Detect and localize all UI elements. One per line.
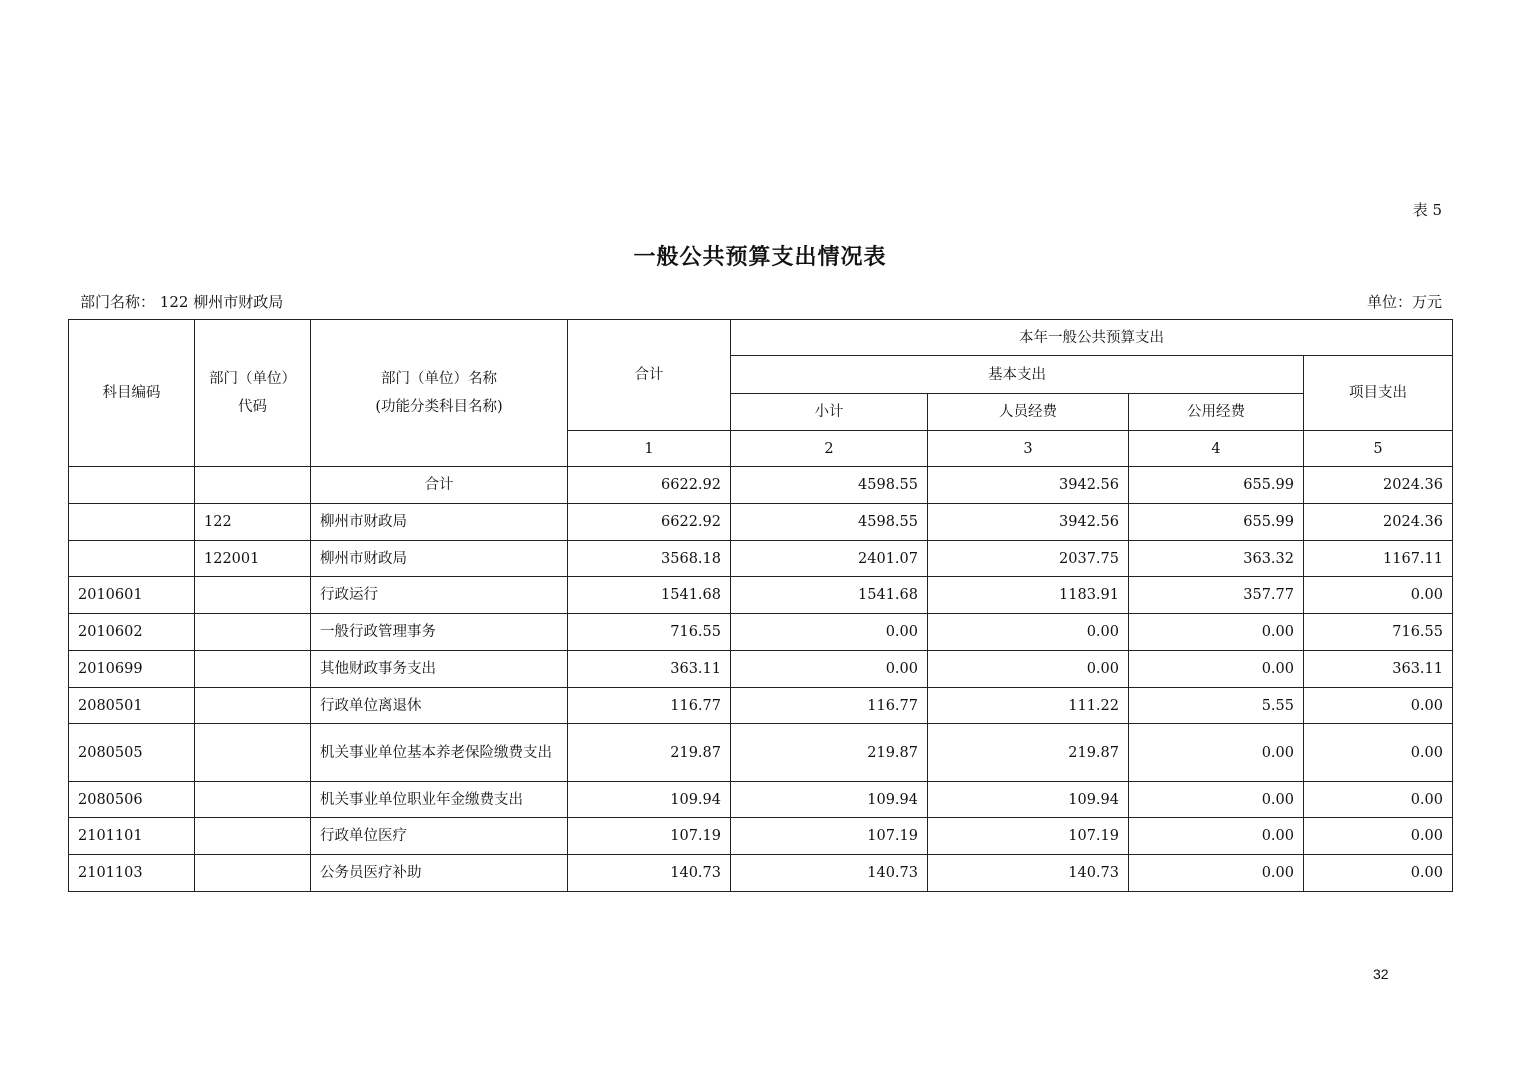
cell-code: 2101101: [69, 818, 195, 855]
cell-personnel: 3942.56: [928, 467, 1129, 504]
cell-code: [69, 541, 195, 577]
cell-public: 0.00: [1129, 855, 1304, 892]
cell-code: 2101103: [69, 855, 195, 892]
cell-name: 行政单位离退休: [311, 688, 568, 724]
cell-public: 0.00: [1129, 782, 1304, 818]
cell-subtotal: 4598.55: [731, 467, 928, 504]
cell-subtotal: 109.94: [731, 782, 928, 818]
cell-dept: [195, 688, 311, 724]
cell-subtotal: 107.19: [731, 818, 928, 855]
cell-name: 柳州市财政局: [311, 541, 568, 577]
header-total: 合计: [568, 320, 731, 431]
cell-name: 一般行政管理事务: [311, 614, 568, 651]
header-name-line2: (功能分类科目名称): [375, 399, 503, 415]
table-row: [69, 782, 1453, 818]
cell-total: 109.94: [568, 782, 731, 818]
header-index-3: 3: [928, 431, 1129, 467]
cell-total: 3568.18: [568, 541, 731, 577]
header-dept-code-line1: 部门（单位）: [209, 371, 296, 387]
department-name: 122 柳州市财政局: [159, 293, 284, 311]
unit-label: 单位：万元: [1366, 293, 1442, 311]
cell-public: 0.00: [1129, 651, 1304, 688]
cell-total: 116.77: [568, 688, 731, 724]
header-personnel: 人员经费: [928, 394, 1129, 431]
header-basic: 基本支出: [731, 356, 1304, 394]
cell-public: 5.55: [1129, 688, 1304, 724]
cell-dept: [195, 577, 311, 614]
cell-project: 0.00: [1304, 855, 1453, 892]
cell-personnel: 1183.91: [928, 577, 1129, 614]
cell-subtotal: 116.77: [731, 688, 928, 724]
cell-dept: 122001: [195, 541, 311, 577]
cell-total: 219.87: [568, 724, 731, 782]
cell-project: 363.11: [1304, 651, 1453, 688]
cell-personnel: 219.87: [928, 724, 1129, 782]
table-row: [69, 577, 1453, 614]
cell-name: 行政运行: [311, 577, 568, 614]
cell-dept: [195, 818, 311, 855]
table-row: [69, 651, 1453, 688]
cell-public: 357.77: [1129, 577, 1304, 614]
cell-subtotal: 219.87: [731, 724, 928, 782]
cell-total: 363.11: [568, 651, 731, 688]
cell-name: 行政单位医疗: [311, 818, 568, 855]
cell-personnel: 0.00: [928, 651, 1129, 688]
cell-personnel: 140.73: [928, 855, 1129, 892]
header-annual: 本年一般公共预算支出: [731, 320, 1453, 356]
table-row: [69, 614, 1453, 651]
table-number: 表 5: [1412, 201, 1442, 219]
cell-subtotal: 1541.68: [731, 577, 928, 614]
cell-dept: [195, 724, 311, 782]
cell-project: 0.00: [1304, 818, 1453, 855]
table-row: [69, 688, 1453, 724]
cell-project: 0.00: [1304, 724, 1453, 782]
cell-code: 2080506: [69, 782, 195, 818]
cell-project: 0.00: [1304, 688, 1453, 724]
cell-public: 655.99: [1129, 504, 1304, 541]
cell-dept: [195, 651, 311, 688]
cell-public: 0.00: [1129, 614, 1304, 651]
page-number: 32: [1373, 966, 1389, 982]
cell-code: 2010699: [69, 651, 195, 688]
header-subtotal: 小计: [731, 394, 928, 431]
cell-subtotal: 2401.07: [731, 541, 928, 577]
cell-personnel: 3942.56: [928, 504, 1129, 541]
cell-personnel: 0.00: [928, 614, 1129, 651]
cell-name: 公务员医疗补助: [311, 855, 568, 892]
cell-subtotal: 140.73: [731, 855, 928, 892]
cell-personnel: 109.94: [928, 782, 1129, 818]
cell-total: 6622.92: [568, 467, 731, 504]
header-index-2: 2: [731, 431, 928, 467]
header-index-5: 5: [1304, 431, 1453, 467]
header-name: [311, 320, 568, 467]
cell-public: 0.00: [1129, 724, 1304, 782]
cell-project: 716.55: [1304, 614, 1453, 651]
cell-project: 2024.36: [1304, 467, 1453, 504]
header-index-1: 1: [568, 431, 731, 467]
cell-dept: [195, 855, 311, 892]
table-row: [69, 541, 1453, 577]
cell-subtotal: 0.00: [731, 614, 928, 651]
cell-code: 2080501: [69, 688, 195, 724]
table-row: [69, 467, 1453, 504]
cell-dept: 122: [195, 504, 311, 541]
table-row: [69, 818, 1453, 855]
cell-code: 2010602: [69, 614, 195, 651]
header-code: 科目编码: [69, 320, 195, 467]
cell-code: 2010601: [69, 577, 195, 614]
cell-total: 6622.92: [568, 504, 731, 541]
cell-code: [69, 504, 195, 541]
cell-code: 2080505: [69, 724, 195, 782]
cell-name: 其他财政事务支出: [311, 651, 568, 688]
table-row: [69, 724, 1453, 782]
cell-personnel: 2037.75: [928, 541, 1129, 577]
cell-dept: [195, 782, 311, 818]
header-dept-code: [195, 320, 311, 467]
cell-public: 655.99: [1129, 467, 1304, 504]
cell-project: 2024.36: [1304, 504, 1453, 541]
header-dept-code-line2: 代码: [238, 399, 267, 415]
cell-name: 合计: [311, 467, 568, 504]
table-row: [69, 504, 1453, 541]
cell-total: 107.19: [568, 818, 731, 855]
cell-personnel: 111.22: [928, 688, 1129, 724]
cell-dept: [195, 467, 311, 504]
cell-public: 0.00: [1129, 818, 1304, 855]
cell-name: 机关事业单位基本养老保险缴费支出: [311, 724, 568, 782]
header-name-line1: 部门（单位）名称: [381, 371, 497, 387]
header-index-4: 4: [1129, 431, 1304, 467]
cell-subtotal: 0.00: [731, 651, 928, 688]
cell-name: 柳州市财政局: [311, 504, 568, 541]
header-public: 公用经费: [1129, 394, 1304, 431]
cell-project: 1167.11: [1304, 541, 1453, 577]
department-line: [80, 291, 283, 312]
cell-name: 机关事业单位职业年金缴费支出: [311, 782, 568, 818]
cell-project: 0.00: [1304, 782, 1453, 818]
department-label: 部门名称：: [80, 293, 156, 311]
cell-total: 140.73: [568, 855, 731, 892]
table-row: [69, 855, 1453, 892]
cell-subtotal: 4598.55: [731, 504, 928, 541]
cell-total: 1541.68: [568, 577, 731, 614]
page-title: 一般公共预算支出情况表: [633, 244, 887, 270]
cell-public: 363.32: [1129, 541, 1304, 577]
cell-total: 716.55: [568, 614, 731, 651]
budget-table: [68, 319, 1453, 892]
cell-personnel: 107.19: [928, 818, 1129, 855]
cell-dept: [195, 614, 311, 651]
header-project: 项目支出: [1304, 356, 1453, 431]
cell-project: 0.00: [1304, 577, 1453, 614]
cell-code: [69, 467, 195, 504]
